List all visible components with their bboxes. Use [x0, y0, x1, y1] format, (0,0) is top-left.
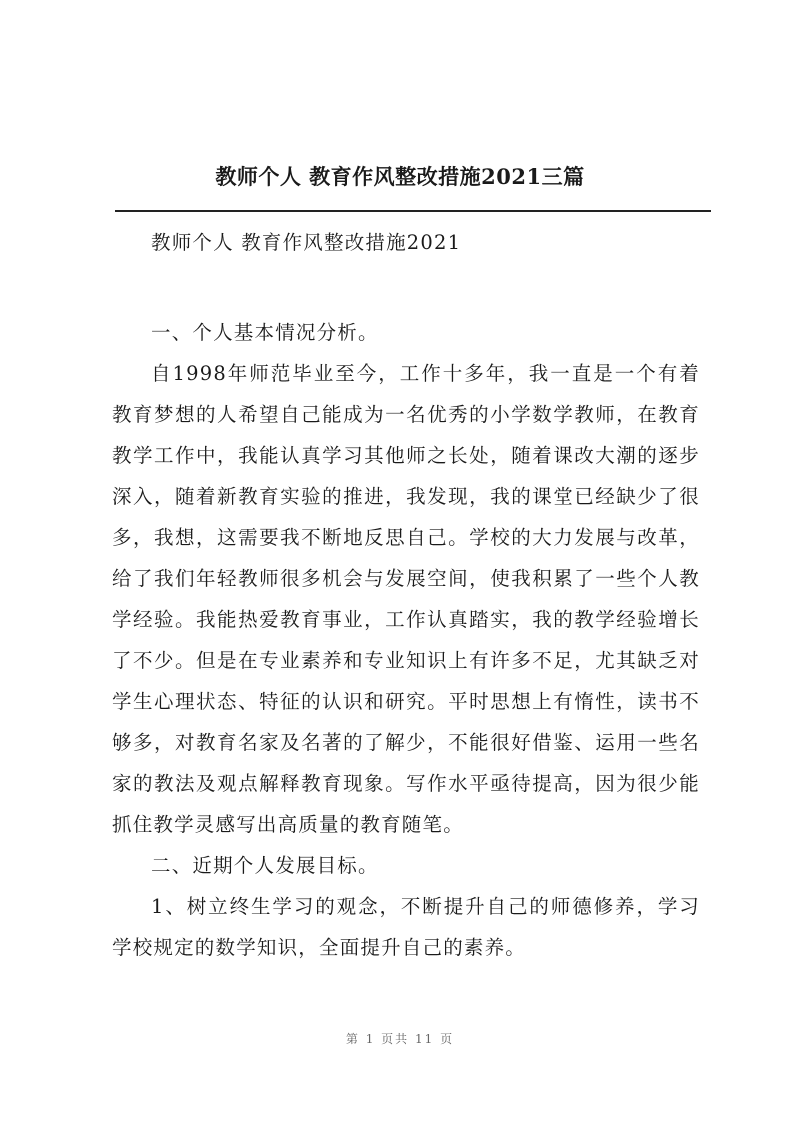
title-divider [115, 210, 711, 212]
section-subtitle: 教师个人 教育作风整改措施2021 [151, 231, 462, 254]
paragraph-body-1: 自1998年师范毕业至今，工作十多年，我一直是一个有着教育梦想的人希望自己能成为一名优秀的小学数学教师，在教育教学工作中，我能认真学习其他师之长处，随着课改大潮的逐步深入，随着新教育实验的推进，我发现，我的课堂已经缺少了很多，我想，这需要我不断地反思自己。学校的大力发展与改革，给了我们年轻教师很多机会与发展空间，使我积累了一些个人教学经验。我能热爱教育事业，工作认真踏实，我的教学经验增长了不少。但是在专业素养和专业知识上有许多不足，尤其缺乏对学生心理状态、特征的认识和研究。平时思想上有惰性，读书不够多，对教育名家及名著的了解少，不能很好借鉴、运用一些名家的教法及观点解释教育现象。写作水平亟待提高，因为很少能抓住教学灵感写出高质量的教育随笔。 [112, 362, 700, 836]
document-body [112, 222, 700, 968]
paragraph-heading-2: 二、近期个人发展目标。 [151, 854, 379, 877]
page-footer: 第 1 页共 11 页 [345, 1032, 455, 1046]
paragraph-body-2: 1、树立终生学习的观念，不断提升自己的师德修养，学习学校规定的数学知识，全面提升自己的素养。 [112, 895, 700, 959]
document-title: 教师个人 教育作风整改措施2021三篇 [215, 164, 585, 189]
paragraph-heading-1: 一、个人基本情况分析。 [151, 321, 379, 344]
blank-line [112, 263, 700, 312]
